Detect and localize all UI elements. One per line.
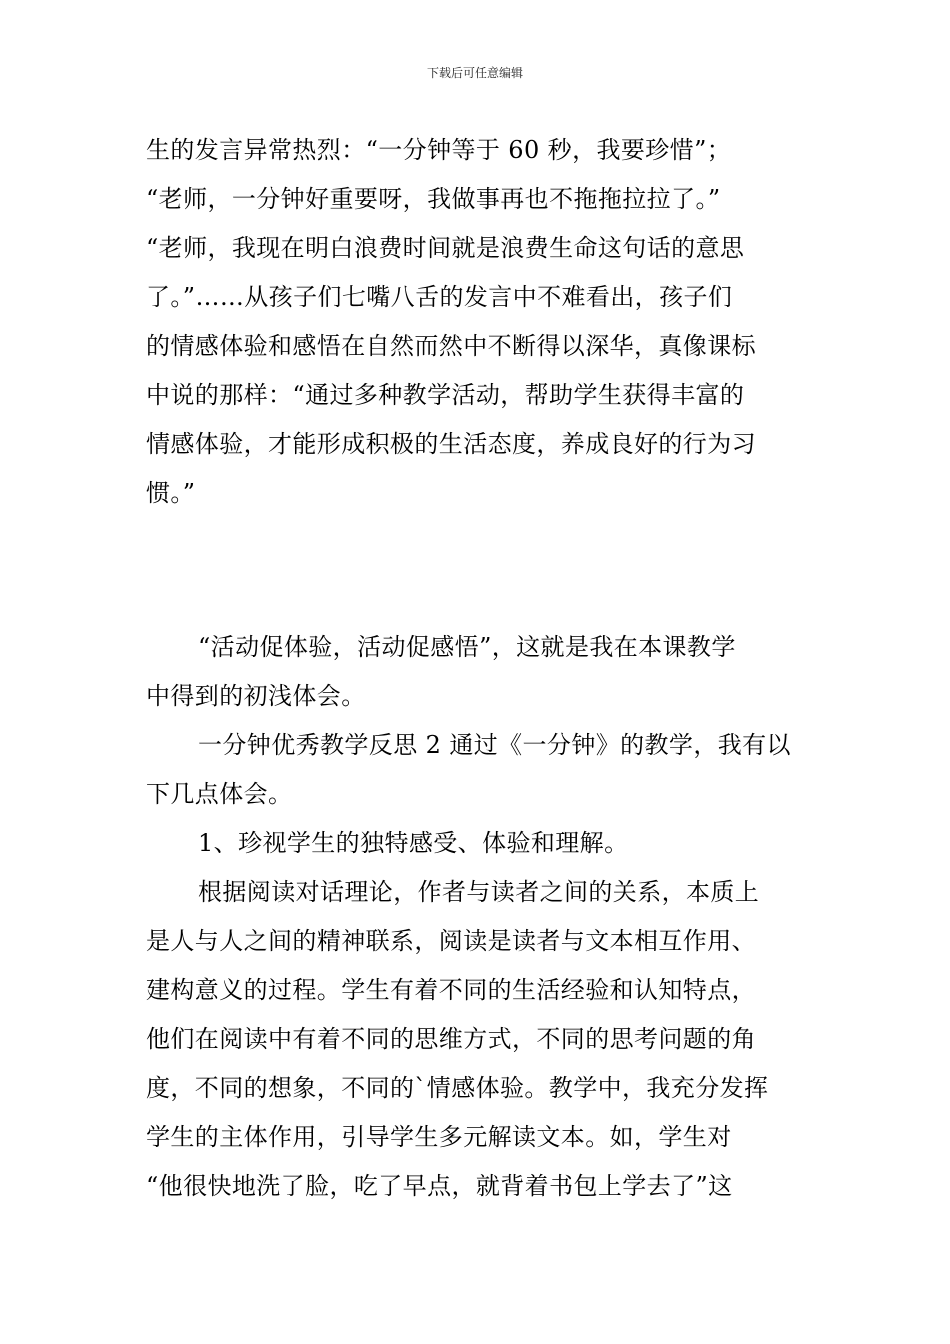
text-line: “他很快地洗了脸，吃了早点，就背着书包上学去了”这	[146, 1172, 733, 1200]
text-line: 生的发言异常热烈：“一分钟等于 60 秒，我要珍惜”；	[146, 136, 732, 164]
text-line: 是人与人之间的精神联系，阅读是读者与文本相互作用、	[146, 927, 756, 955]
text-line: “老师，我现在明白浪费时间就是浪费生命这句话的意思	[146, 234, 745, 262]
text-line: 情感体验，才能形成积极的生活态度，养成良好的行为习	[146, 430, 756, 458]
text-line: 了。”……从孩子们七嘴八舌的发言中不难看出，孩子们	[146, 283, 733, 311]
text-line: 中得到的初浅体会。	[146, 682, 366, 710]
paragraph-first-line: 一分钟优秀教学反思 2 通过《一分钟》的教学，我有以	[198, 731, 791, 759]
paragraph-group	[146, 623, 806, 1211]
text-line: 的情感体验和感悟在自然而然中不断得以深华，真像课标	[146, 332, 756, 360]
paragraph-first-line: “活动促体验，活动促感悟”，这就是我在本课教学	[198, 633, 736, 661]
text-line: 惯。”	[146, 479, 196, 507]
text-line: 下几点体会。	[146, 780, 293, 808]
paragraph-continued	[146, 126, 806, 518]
text-line: 学生的主体作用，引导学生多元解读文本。如，学生对	[146, 1123, 732, 1151]
text-line: 他们在阅读中有着不同的思维方式，不同的思考问题的角	[146, 1025, 756, 1053]
page-header: 下载后可任意编辑	[426, 66, 523, 80]
text-line: 中说的那样：“通过多种教学活动，帮助学生获得丰富的	[146, 381, 745, 409]
text-line: “老师，一分钟好重要呀，我做事再也不拖拖拉拉了。”	[146, 185, 721, 213]
section-heading: 1、珍视学生的独特感受、体验和理解。	[198, 829, 629, 857]
text-line: 建构意义的过程。学生有着不同的生活经验和认知特点，	[146, 976, 756, 1004]
paragraph-first-line: 根据阅读对话理论，作者与读者之间的关系，本质上	[198, 878, 760, 906]
text-line: 度，不同的想象，不同的`情感体验。教学中，我充分发挥	[146, 1074, 769, 1102]
